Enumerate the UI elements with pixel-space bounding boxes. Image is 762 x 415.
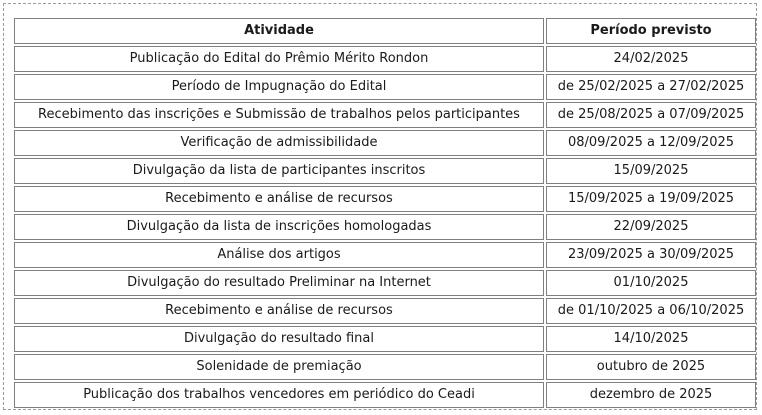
table-row (14, 46, 756, 72)
cell-atividade: Recebimento das inscrições e Submissão de trabalhos pelos participantes (14, 102, 544, 128)
table-row (14, 158, 756, 184)
table-row (14, 74, 756, 100)
table-row (14, 242, 756, 268)
cell-periodo: 14/10/2025 (546, 326, 756, 352)
table-frame (3, 3, 757, 410)
cell-atividade: Divulgação da lista de participantes inscritos (14, 158, 544, 184)
cell-periodo: de 01/10/2025 a 06/10/2025 (546, 298, 756, 324)
cell-periodo: outubro de 2025 (546, 354, 756, 380)
cell-atividade: Divulgação do resultado Preliminar na Internet (14, 270, 544, 296)
column-header-periodo: Período previsto (546, 18, 756, 44)
table-row (14, 354, 756, 380)
cell-periodo: 15/09/2025 a 19/09/2025 (546, 186, 756, 212)
cell-periodo: 08/09/2025 a 12/09/2025 (546, 130, 756, 156)
cell-periodo: de 25/02/2025 a 27/02/2025 (546, 74, 756, 100)
cell-atividade: Verificação de admissibilidade (14, 130, 544, 156)
cell-periodo: 01/10/2025 (546, 270, 756, 296)
schedule-table (12, 16, 758, 410)
cell-atividade: Divulgação do resultado final (14, 326, 544, 352)
cell-atividade: Divulgação da lista de inscrições homologadas (14, 214, 544, 240)
table-row (14, 186, 756, 212)
table-row (14, 130, 756, 156)
table-row (14, 298, 756, 324)
cell-periodo: 15/09/2025 (546, 158, 756, 184)
table-row (14, 102, 756, 128)
table-row (14, 270, 756, 296)
cell-periodo: 24/02/2025 (546, 46, 756, 72)
cell-periodo: 23/09/2025 a 30/09/2025 (546, 242, 756, 268)
cell-atividade: Publicação do Edital do Prêmio Mérito Rondon (14, 46, 544, 72)
header-row (14, 18, 756, 44)
cell-atividade: Análise dos artigos (14, 242, 544, 268)
table-row (14, 214, 756, 240)
cell-periodo: de 25/08/2025 a 07/09/2025 (546, 102, 756, 128)
table-row (14, 382, 756, 408)
cell-atividade: Recebimento e análise de recursos (14, 298, 544, 324)
cell-periodo: 22/09/2025 (546, 214, 756, 240)
column-header-atividade: Atividade (14, 18, 544, 44)
cell-atividade: Recebimento e análise de recursos (14, 186, 544, 212)
table-row (14, 326, 756, 352)
cell-atividade: Solenidade de premiação (14, 354, 544, 380)
cell-periodo: dezembro de 2025 (546, 382, 756, 408)
cell-atividade: Publicação dos trabalhos vencedores em periódico do Ceadi (14, 382, 544, 408)
cell-atividade: Período de Impugnação do Edital (14, 74, 544, 100)
